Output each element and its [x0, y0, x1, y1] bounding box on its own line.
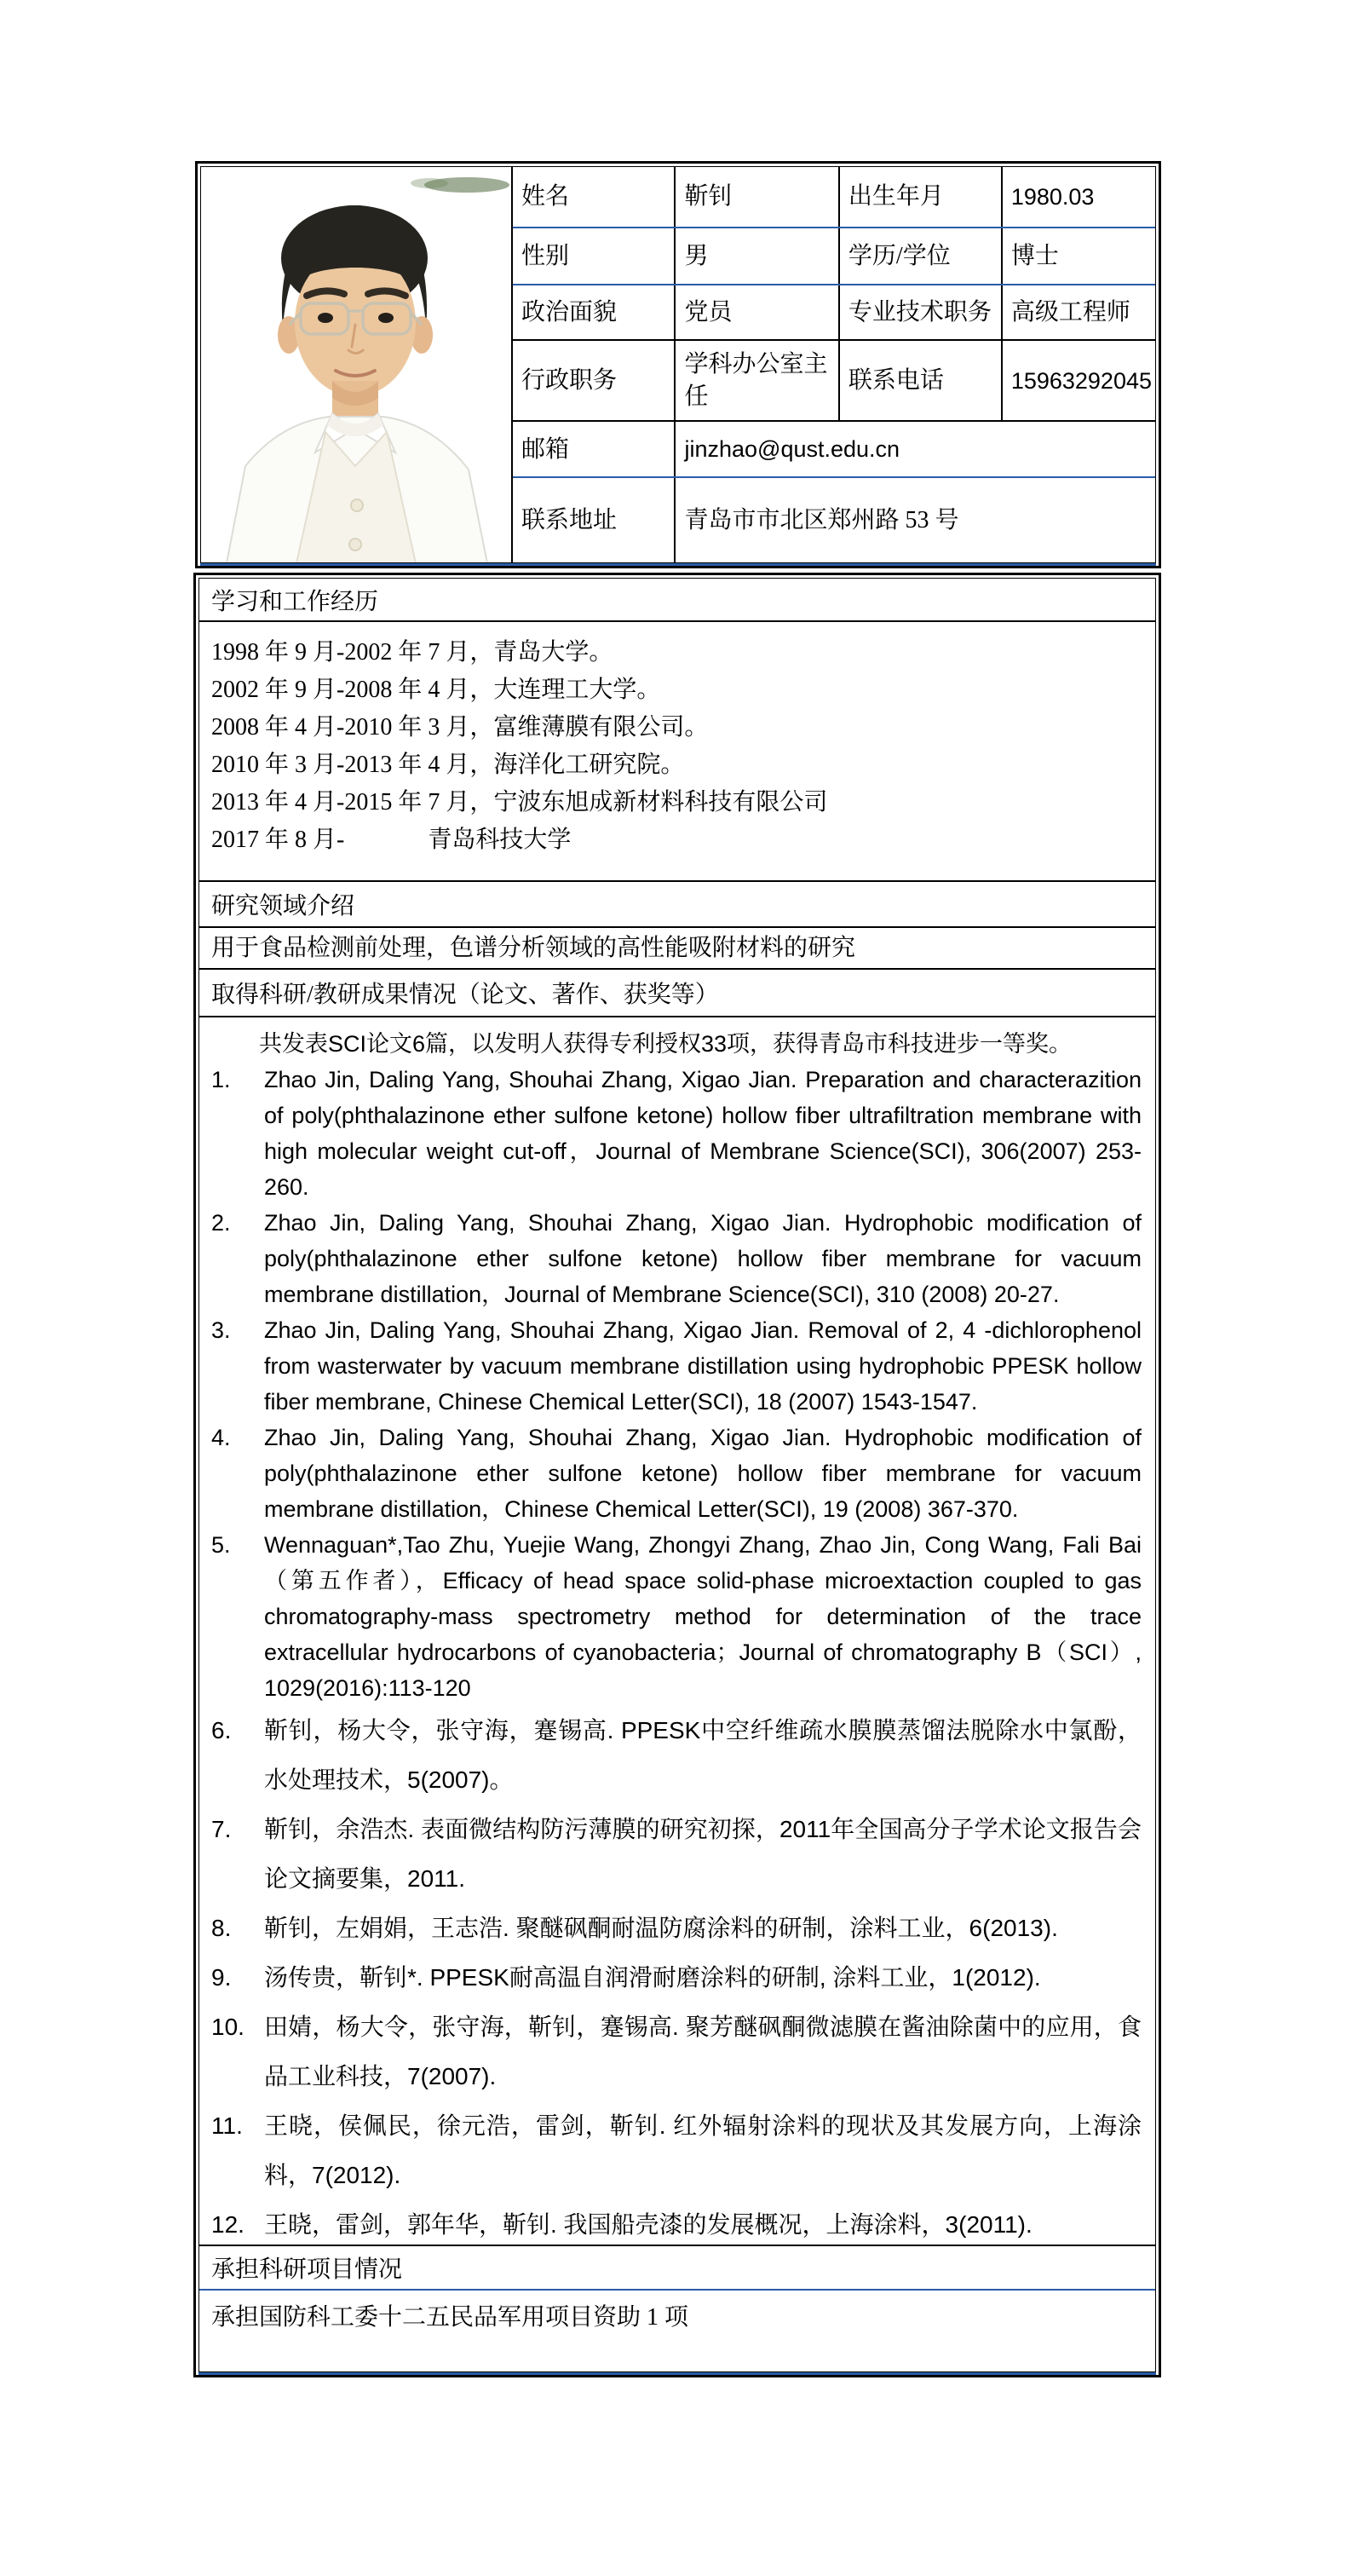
info-label: 邮箱: [513, 421, 675, 477]
personal-info-table: [513, 167, 1155, 562]
publication-number: 7.: [211, 1816, 232, 1842]
section-header-projects: [199, 2246, 1155, 2291]
info-value: 靳钊: [675, 167, 838, 228]
publication-text: 汤传贵，靳钊*. PPESK耐高温自润滑耐磨涂料的研制, 涂料工业，1(2012).: [264, 1964, 1041, 1991]
info-label: 性别: [513, 228, 675, 285]
publication-text: 靳钊，左娟娟，王志浩. 聚醚砜酮耐温防腐涂料的研制，涂料工业，6(2013).: [264, 1915, 1058, 1941]
info-label: 联系电话: [839, 340, 1002, 421]
cv-sections-inner: [198, 578, 1156, 2372]
projects-content: 承担国防科工委十二五民品军用项目资助 1 项: [211, 2304, 689, 2331]
publication-text: 田婧，杨大令，张守海，靳钊，蹇锡高. 聚芳醚砜酮微滤膜在酱油除菌中的应用，食品工业科技，7(2007).: [264, 2014, 1142, 2089]
info-value: 党员: [675, 285, 838, 340]
publication-number: 8.: [211, 1915, 232, 1941]
info-label: 学历/学位: [839, 228, 1002, 285]
info-value: 高级工程师: [1002, 285, 1155, 340]
publication-text: Zhao Jin, Daling Yang, Shouhai Zhang, Xigao Jian. Preparation and characterazition of poly(phthalazinone ether sulfone ketone) hollow fiber ultrafiltration membrane with high molecular weight cut-off，Journal of Membrane Science(SCI), 306(2007) 253-260.: [264, 1067, 1142, 1200]
publication-item: [211, 1527, 1142, 1706]
publication-number: 1.: [211, 1067, 231, 1092]
cv-sections-box: [193, 573, 1161, 2377]
achievements-intro: 共发表SCI论文6篇，以发明人获得专利授权33项，获得青岛市科技进步一等奖。: [259, 1031, 1073, 1057]
history-line: 2002 年 9 月-2008 年 4 月，大连理工大学。: [211, 677, 661, 703]
info-value: 青岛市市北区郑州路 53 号: [684, 506, 959, 533]
personal-info-inner: [200, 166, 1156, 563]
publication-number: 4.: [211, 1425, 231, 1450]
publication-number: 11.: [211, 2112, 243, 2139]
publication-item: [211, 1062, 1142, 1205]
section-title-achievements: 取得科研/教研成果情况（论文、著作、获奖等）: [211, 982, 719, 1008]
info-value: 男: [675, 228, 838, 285]
history-line: 2017 年 8 月- 青岛科技大学: [211, 827, 572, 853]
section-header-history: [199, 579, 1155, 622]
publication-item: [211, 1904, 1142, 1953]
info-label: 联系地址: [513, 477, 675, 562]
publication-item: [211, 1706, 1142, 1805]
info-value: 博士: [1002, 228, 1155, 285]
publication-text: Zhao Jin, Daling Yang, Shouhai Zhang, Xigao Jian. Removal of 2, 4 -dichlorophenol from wasterwater by vacuum membrane distillation using hydrophobic PPESK hollow fiber membrane, Chinese Chemical Letter(SCI), 18 (2007) 1543-1547.: [264, 1317, 1142, 1415]
publication-number: 6.: [211, 1717, 232, 1743]
publication-item: [211, 1312, 1142, 1420]
history-line: 2010 年 3 月-2013 年 4 月，海洋化工研究院。: [211, 752, 685, 778]
publication-text: Zhao Jin, Daling Yang, Shouhai Zhang, Xigao Jian. Hydrophobic modification of poly(phthalazinone ether sulfone ketone) hollow fiber membrane for vacuum membrane distillation，Chinese Chemical Letter(SCI), 19 (2008) 367-370.: [264, 1425, 1142, 1522]
publication-number: 5.: [211, 1532, 231, 1558]
publication-text: Zhao Jin, Daling Yang, Shouhai Zhang, Xigao Jian. Hydrophobic modification of poly(phthalazinone ether sulfone ketone) hollow fiber membrane for vacuum membrane distillation，Journal of Membrane Science(SCI), 310 (2008) 20-27.: [264, 1210, 1142, 1307]
history-line: 2013 年 4 月-2015 年 7 月，宁波东旭成新材料科技有限公司: [211, 789, 828, 815]
publication-number: 10.: [211, 2014, 244, 2040]
info-label: 姓名: [513, 167, 675, 228]
publication-text: Wennaguan*,Tao Zhu, Yuejie Wang, Zhongyi Zhang, Zhao Jin, Cong Wang, Fali Bai（第五作者），Efficacy of head space solid-phase microextaction coupled to gas chromatography-mass spectrometry method for determination of the trace extracellular hydrocarbons of cyanobacteria；Journal of chromatography B（SCI）, 1029(2016):113-120: [264, 1532, 1142, 1701]
publication-number: 12.: [211, 2211, 244, 2238]
section-header-research: [199, 882, 1155, 928]
info-value: 学科办公室主任: [675, 340, 838, 421]
publication-item: [211, 2200, 1142, 2246]
publication-text: 王晓，侯佩民，徐元浩，雷剑，靳钊. 红外辐射涂料的现状及其发展方向，上海涂料，7(2012).: [264, 2112, 1142, 2188]
achievements-content: [199, 1017, 1155, 2246]
section-header-achievements: [199, 970, 1155, 1017]
publication-text: 靳钊，杨大令，张守海，蹇锡高. PPESK中空纤维疏水膜膜蒸馏法脱除水中氯酚，水处理技术，5(2007)。: [264, 1717, 1142, 1793]
research-content: 用于食品检测前处理，色谱分析领域的高性能吸附材料的研究: [199, 928, 1155, 970]
publication-number: 3.: [211, 1317, 231, 1343]
history-content: [199, 622, 1155, 882]
personal-info-box: [195, 161, 1161, 568]
info-label: 政治面貌: [513, 285, 675, 340]
section-title-research: 研究领域介绍: [211, 893, 355, 919]
info-label: 专业技术职务: [839, 285, 1002, 340]
publication-number: 9.: [211, 1964, 232, 1991]
section-title-history: 学习和工作经历: [211, 588, 379, 615]
history-line: 2008 年 4 月-2010 年 3 月，富维薄膜有限公司。: [211, 714, 709, 741]
publication-item: [211, 1805, 1142, 1904]
publication-item: [211, 2003, 1142, 2101]
history-line: 1998 年 9 月-2002 年 7 月，青岛大学。: [211, 639, 613, 666]
profile-photo: [201, 167, 513, 562]
publication-item: [211, 2101, 1142, 2200]
info-label: 行政职务: [513, 340, 675, 421]
info-value: 1980.03: [1002, 167, 1155, 228]
info-value: 15963292045: [1002, 340, 1155, 421]
publication-item: [211, 1205, 1142, 1312]
publication-item: [211, 1420, 1142, 1527]
info-label: 出生年月: [839, 167, 1002, 228]
section-title-projects: 承担科研项目情况: [211, 2256, 403, 2283]
publication-list: [211, 1062, 1142, 2246]
publication-number: 2.: [211, 1210, 231, 1236]
publication-text: 王晓，雷剑，郭年华，靳钊. 我国船壳漆的发展概况，上海涂料，3(2011).: [264, 2211, 1033, 2238]
publication-text: 靳钊，余浩杰. 表面微结构防污薄膜的研究初探，2011年全国高分子学术论文报告会论文摘要集，2011.: [264, 1816, 1142, 1892]
person-portrait-icon: [201, 167, 511, 562]
publication-item: [211, 1953, 1142, 2003]
info-value: jinzhao@qust.edu.cn: [675, 421, 1155, 477]
